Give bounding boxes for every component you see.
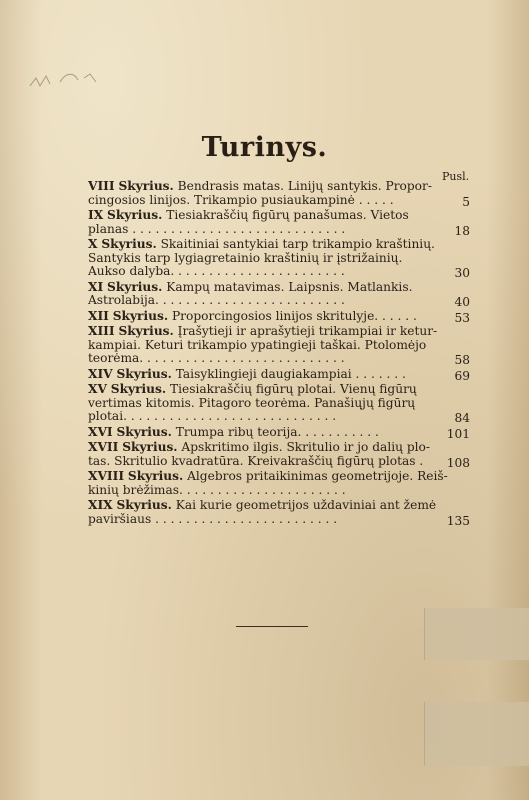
page-number: 30: [454, 266, 470, 280]
toc-entry-first-line: [88, 209, 438, 223]
page-number: 84: [454, 411, 470, 425]
toc-entry: [88, 366, 470, 383]
chapter-label: Skyrius.: [122, 440, 178, 454]
toc-entry-first-line: [88, 383, 438, 397]
chapter-title: Taisyklingieji daugiakampiai . . . . . . .: [175, 366, 406, 381]
toc-entry: [88, 179, 470, 209]
chapter-title: Įrašytieji ir aprašytieji trikampiai ir ketur-: [177, 324, 438, 338]
page-number: 69: [454, 368, 470, 383]
chapter-label: Skyrius.: [107, 208, 163, 222]
chapter-title-continued: Santykis tarp lygiagretainio kraštinių ir įstrižainių.: [88, 250, 403, 265]
toc-entry-first-line: [88, 499, 438, 513]
toc-entry: [88, 469, 448, 497]
chapter-title: Kampų matavimas. Laipsnis. Matlankis.: [166, 279, 413, 294]
chapter-label: Skyrius.: [116, 498, 172, 512]
tape-strip: [424, 608, 529, 660]
chapter-number: XVI: [88, 424, 113, 439]
chapter-title: Tiesiakraščių figūrų panašumas. Vietos: [166, 208, 409, 222]
chapter-title-continued: planas . . . . . . . . . . . . . . . . . . . . . . . . . . . .: [88, 221, 346, 236]
chapter-label: Skyrius.: [101, 237, 157, 251]
chapter-title: Bendrasis matas. Linijų santykis. Propor-: [177, 179, 432, 193]
chapter-number: XII: [88, 308, 109, 323]
toc-entry-first-line: [88, 469, 448, 484]
chapter-title-continued: plotai. . . . . . . . . . . . . . . . . . . . . . . . . . . .: [88, 409, 337, 423]
toc-entry: [88, 440, 470, 470]
page-number: 108: [446, 455, 470, 470]
chapter-title-continued: teorėma. . . . . . . . . . . . . . . . . . . . . . . . . . .: [88, 351, 345, 365]
toc-entry-first-line: [88, 180, 438, 194]
table-of-contents: [88, 179, 470, 528]
chapter-title-continued: tas. Skritulio kvadratūra. Kreivakraščių figūrų plotas .: [88, 453, 424, 468]
page-number: 101: [446, 426, 470, 441]
page-number: 58: [454, 353, 470, 367]
toc-entry: [88, 208, 470, 238]
chapter-title-continued: kinių brėžimas. . . . . . . . . . . . . . . . . . . . . .: [88, 482, 346, 497]
toc-entry-first-line: [88, 238, 438, 252]
toc-entry: [88, 498, 470, 528]
chapter-label: Skyrius.: [127, 469, 184, 483]
chapter-title: Skaitiniai santykiai tarp trikampio kraštinių.: [160, 237, 435, 251]
chapter-label: Skyrius.: [112, 308, 169, 323]
chapter-title-continued: Aukso dalyba. . . . . . . . . . . . . . . . . . . . . . .: [88, 264, 345, 278]
page-number: 18: [454, 223, 470, 238]
chapter-title: Kai kurie geometrijos uždaviniai ant žemė: [175, 498, 437, 512]
chapter-title-continued: Astrolabija. . . . . . . . . . . . . . . . . . . . . . . . .: [88, 293, 345, 307]
toc-entry: [88, 308, 470, 325]
toc-entry: [88, 382, 470, 425]
pencil-scribble: [26, 64, 106, 94]
chapter-number: XVIII: [88, 469, 125, 483]
chapter-title: Trumpa ribų teorija. . . . . . . . . . .: [175, 424, 379, 439]
chapter-label: Skyrius.: [107, 279, 163, 294]
toc-entry: [88, 279, 470, 309]
chapter-number: IX: [88, 208, 104, 222]
chapter-number: XVII: [88, 440, 119, 454]
chapter-number: VIII: [88, 179, 115, 193]
toc-entry-first-line: [88, 325, 438, 339]
chapter-label: Skyrius.: [116, 424, 172, 439]
chapter-number: X: [88, 237, 98, 251]
toc-entry: [88, 424, 470, 441]
toc-entry: [88, 324, 470, 367]
chapter-label: Skyrius.: [116, 366, 172, 381]
chapter-title: Tiesiakraščių figūrų plotai. Vienų figūrų: [170, 382, 417, 396]
chapter-number: XI: [88, 279, 104, 294]
toc-entry-first-line: [88, 281, 438, 295]
chapter-title-continued: vertimas kitomis. Pitagoro teorėma. Panašiųjų figūrų: [88, 395, 416, 410]
page-number: 53: [454, 310, 470, 325]
toc-entry-first-line: [88, 441, 438, 455]
chapter-number: XIV: [88, 366, 113, 381]
page-number: 40: [454, 295, 470, 309]
chapter-title: Proporcingosios linijos skritulyje. . . . . .: [171, 308, 417, 323]
chapter-number: XIX: [88, 498, 113, 512]
chapter-number: XV: [88, 382, 107, 396]
divider: [236, 626, 308, 627]
chapter-title-continued: paviršiaus . . . . . . . . . . . . . . . . . . . . . . . .: [88, 511, 338, 526]
toc-entry-first-line: [88, 310, 438, 324]
chapter-label: Skyrius.: [118, 324, 174, 338]
chapter-title: Algebros pritaikinimas geometrijoje. Reiš-: [187, 469, 448, 483]
page-number: 5: [462, 194, 470, 209]
tape-strip: [424, 702, 529, 766]
toc-entry: [88, 237, 470, 280]
page-number: 135: [446, 513, 470, 528]
chapter-title-continued: cingosios linijos. Trikampio pusiaukampinė . . . . .: [88, 192, 394, 207]
chapter-title: Apskritimo ilgis. Skritulio ir jo dalių plo-: [181, 440, 430, 454]
chapter-label: Skyrius.: [118, 179, 174, 193]
toc-entry-first-line: [88, 426, 438, 440]
chapter-number: XIII: [88, 324, 115, 338]
page-column-heading: Pusl.: [442, 170, 470, 183]
chapter-label: Skyrius.: [110, 382, 167, 396]
toc-entry-first-line: [88, 368, 438, 382]
chapter-title-continued: kampiai. Keturi trikampio ypatingieji taškai. Ptolomėjo: [88, 337, 427, 352]
page-title: Turinys.: [201, 132, 328, 163]
